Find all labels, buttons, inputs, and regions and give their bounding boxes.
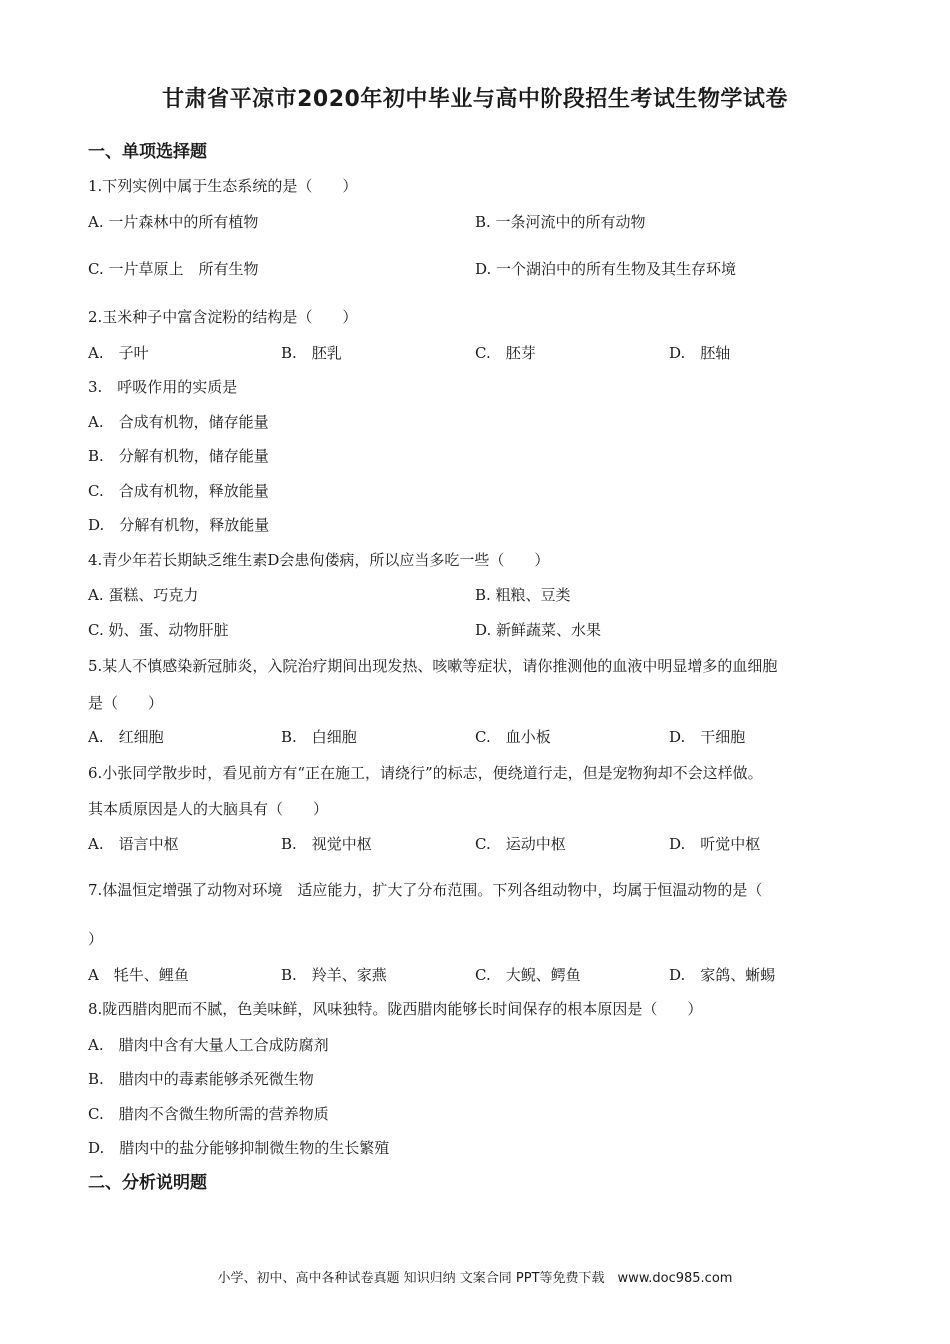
- question-5-option-d: D. 干细胞: [669, 728, 746, 746]
- question-6-stem-line-1: 6.小张同学散步时，看见前方有“正在施工，请绕行”的标志，便绕道行走，但是宠物狗却不会这样做。: [88, 764, 763, 782]
- question-3-option-d: D. 分解有机物，释放能量: [88, 516, 270, 534]
- question-6-option-a: A. 语言中枢: [88, 835, 179, 853]
- question-2-option-a: A. 子叶: [88, 344, 149, 362]
- question-8-option-c: C. 腊肉不含微生物所需的营养物质: [88, 1105, 329, 1123]
- question-5-option-a: A. 红细胞: [88, 728, 164, 746]
- question-4-option-a: A. 蛋糕、巧克力: [88, 586, 199, 604]
- question-5-stem-line-2: 是（ ）: [88, 694, 164, 712]
- question-4-option-c: C. 奶、蛋、动物肝脏: [88, 621, 229, 639]
- question-8-option-d: D. 腊肉中的盐分能够抑制微生物的生长繁殖: [88, 1139, 390, 1157]
- question-1-stem: 1.下列实例中属于生态系统的是（ ）: [88, 177, 358, 195]
- question-2-stem: 2.玉米种子中富含淀粉的结构是（ ）: [88, 308, 358, 326]
- question-1-option-c: C. 一片草原上 所有生物: [88, 260, 259, 278]
- question-1-option-a: A. 一片森林中的所有植物: [88, 213, 259, 231]
- question-1-option-d: D. 一个湖泊中的所有生物及其生存环境: [475, 260, 737, 278]
- question-4-option-b: B. 粗粮、豆类: [475, 586, 571, 604]
- document-title: 甘肃省平凉市2020年初中毕业与高中阶段招生考试生物学试卷: [162, 87, 788, 112]
- question-7-option-b: B. 羚羊、家燕: [281, 966, 387, 984]
- question-5-option-c: C. 血小板: [475, 728, 551, 746]
- question-7-stem-line-1: 7.体温恒定增强了动物对环境 适应能力，扩大了分布范围。下列各组动物中，均属于恒温动物的是（: [88, 881, 763, 899]
- question-3-option-a: A. 合成有机物，储存能量: [88, 413, 269, 431]
- question-3-option-c: C. 合成有机物，释放能量: [88, 482, 269, 500]
- question-6-option-c: C. 运动中枢: [475, 835, 566, 853]
- question-1-option-b: B. 一条河流中的所有动物: [475, 213, 646, 231]
- question-7-option-a: A 牦牛、鲤鱼: [88, 966, 189, 984]
- question-5-stem-line-1: 5.某人不慎感染新冠肺炎，入院治疗期间出现发热、咳嗽等症状，请你推测他的血液中明显增多的血细胞: [88, 657, 778, 675]
- question-4-stem: 4.青少年若长期缺乏维生素D会患佝偻病，所以应当多吃一些（ ）: [88, 551, 550, 569]
- question-3-stem: 3. 呼吸作用的实质是: [88, 378, 238, 396]
- question-6-stem-line-2: 其本质原因是人的大脑具有（ ）: [88, 800, 329, 818]
- question-2-option-c: C. 胚芽: [475, 344, 536, 362]
- page-footer: 小学、初中、高中各种试卷真题 知识归纳 文案合同 PPT等免费下载 www.doc985.com: [217, 1271, 733, 1286]
- question-8-stem: 8.陇西腊肉肥而不腻，色美味鲜，风味独特。陇西腊肉能够长时间保存的根本原因是（ ）: [88, 1000, 703, 1018]
- question-8-option-b: B. 腊肉中的毒素能够杀死微生物: [88, 1070, 314, 1088]
- question-6-option-d: D. 听觉中枢: [669, 835, 761, 853]
- question-5-option-b: B. 白细胞: [281, 728, 357, 746]
- question-4-option-d: D. 新鲜蔬菜、水果: [475, 621, 602, 639]
- question-2-option-d: D. 胚轴: [669, 344, 731, 362]
- question-7-option-c: C. 大鲵、鳄鱼: [475, 966, 581, 984]
- question-8-option-a: A. 腊肉中含有大量人工合成防腐剂: [88, 1036, 329, 1054]
- question-7-stem-line-2: ）: [88, 930, 104, 948]
- question-2-option-b: B. 胚乳: [281, 344, 342, 362]
- section-heading-analysis: 二、分析说明题: [88, 1173, 207, 1193]
- section-heading-single-choice: 一、单项选择题: [88, 142, 207, 162]
- question-3-option-b: B. 分解有机物，储存能量: [88, 447, 269, 465]
- question-7-option-d: D. 家鸽、蜥蜴: [669, 966, 776, 984]
- question-6-option-b: B. 视觉中枢: [281, 835, 372, 853]
